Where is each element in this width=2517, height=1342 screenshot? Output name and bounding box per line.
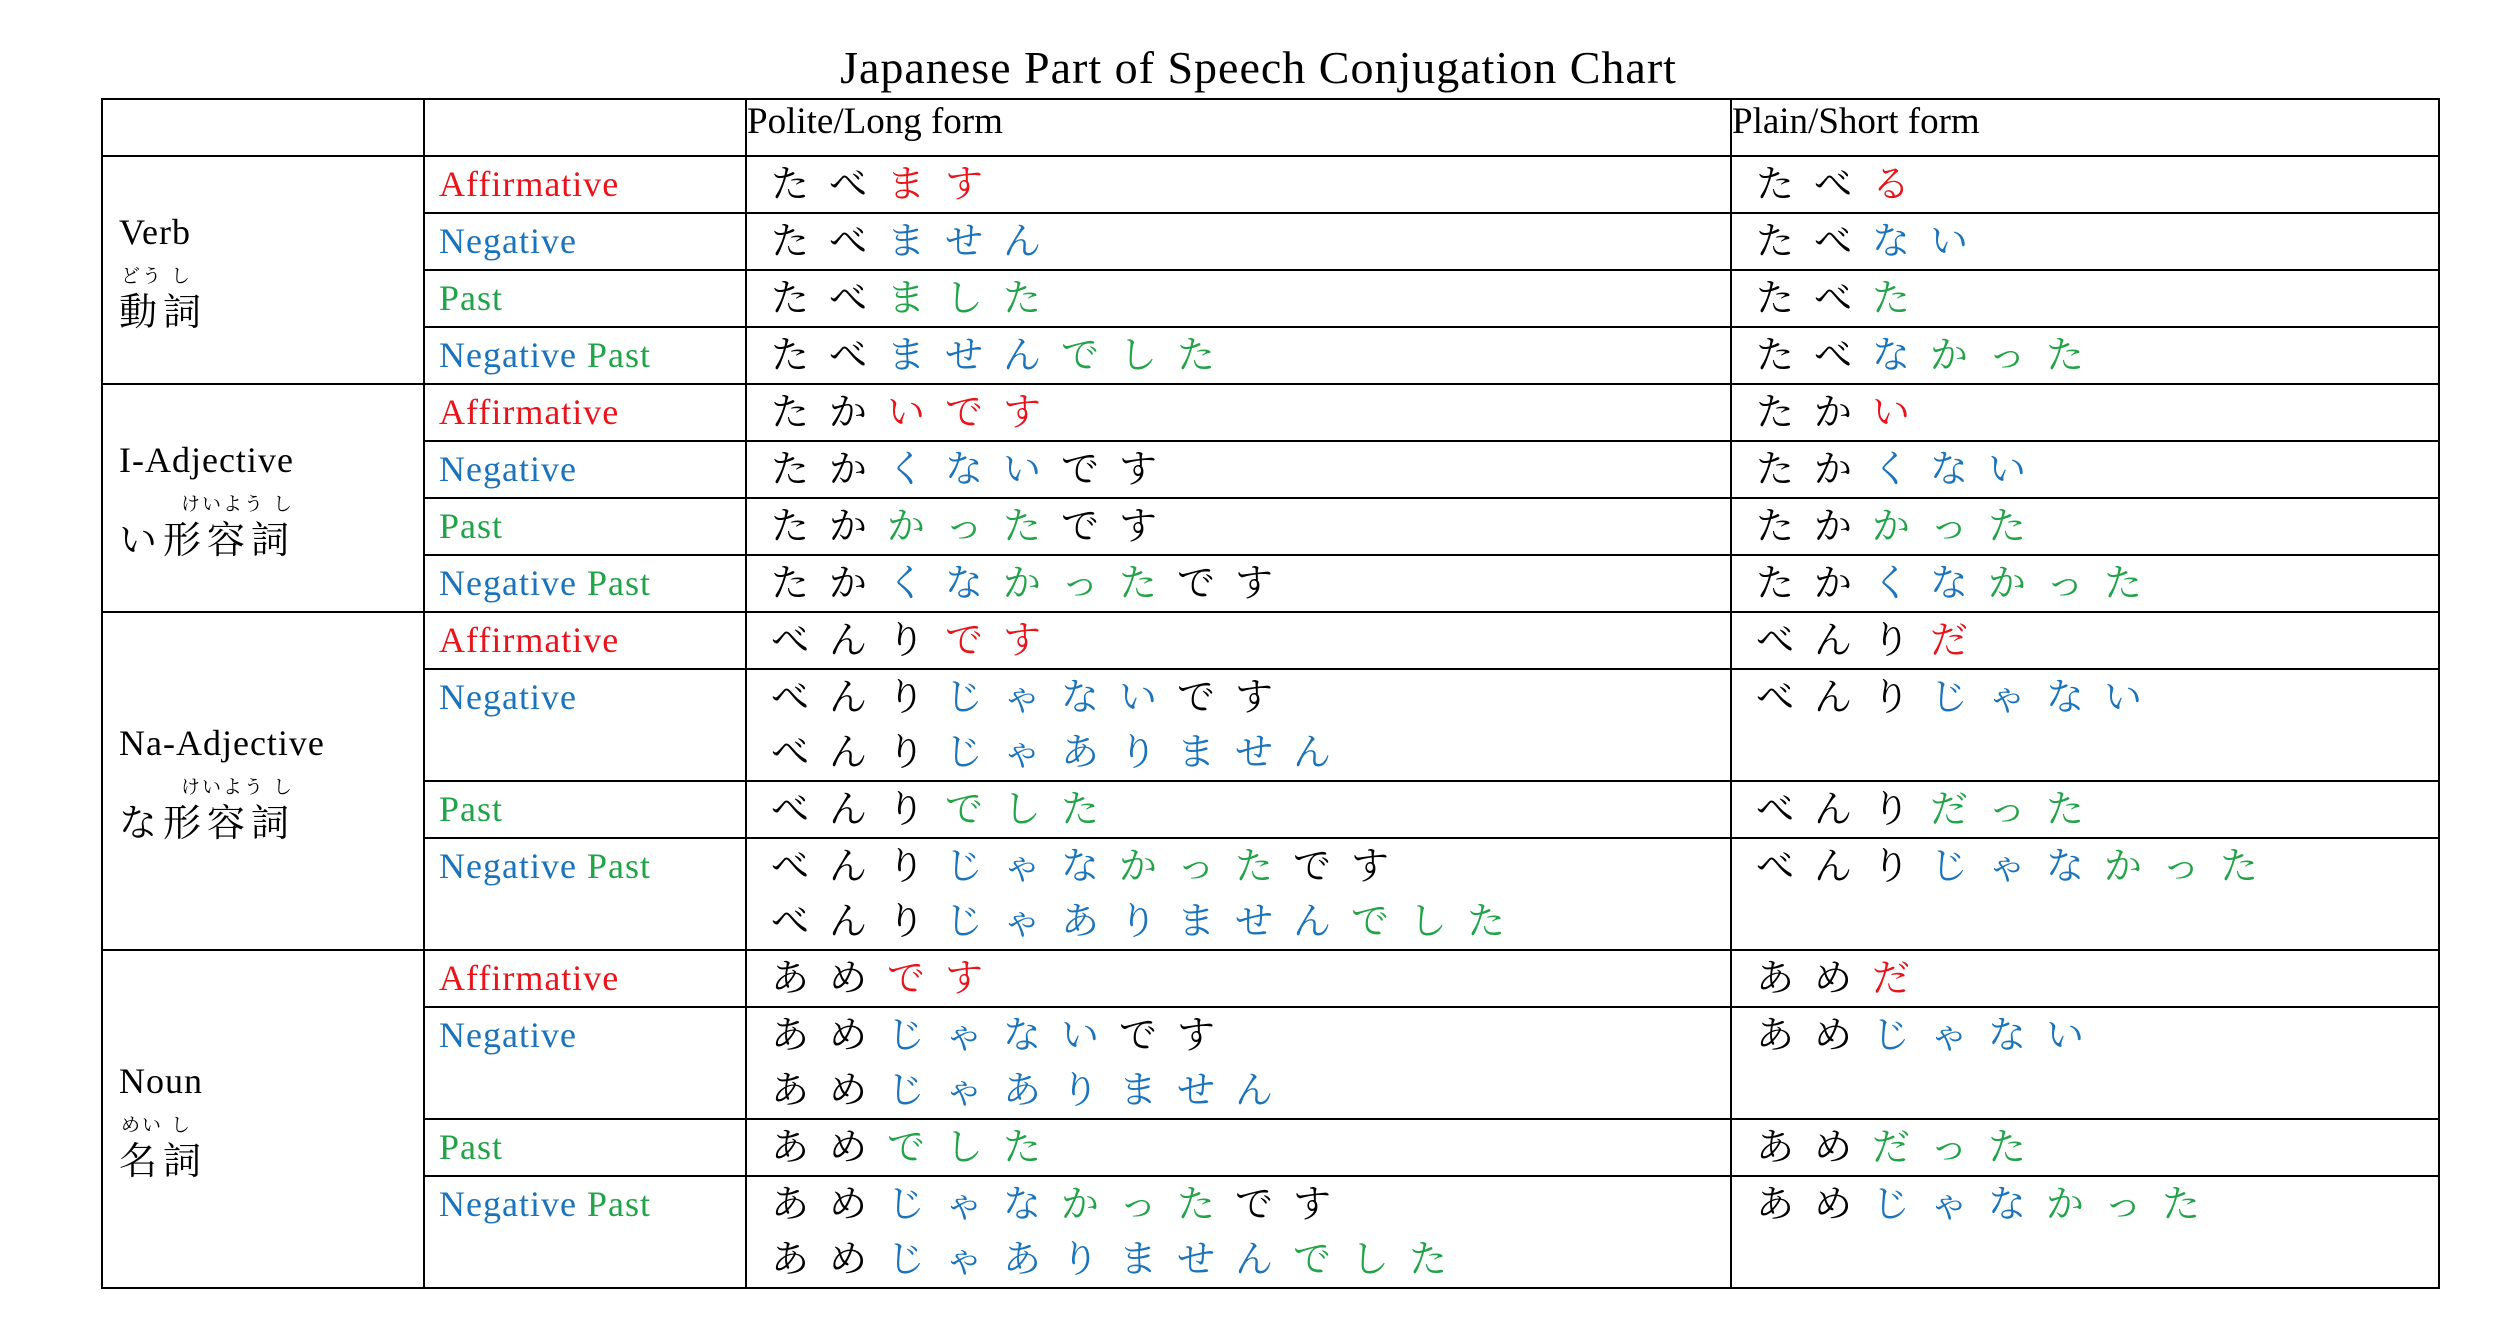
part-of-speech-kanji: 名詞 bbox=[119, 1139, 208, 1183]
form-label: Negative bbox=[439, 449, 577, 489]
plain-line bbox=[1756, 157, 2438, 212]
kanji-with-furigana bbox=[119, 775, 423, 847]
plain-form-cell bbox=[1731, 612, 2439, 669]
conjugation-segment: でした bbox=[1061, 333, 1236, 377]
form-label-cell bbox=[424, 270, 746, 327]
conjugation-segment: な bbox=[1872, 333, 1931, 377]
plain-form-cell bbox=[1731, 1007, 2439, 1119]
conjugation-segment: です bbox=[945, 618, 1062, 662]
form-label: Negative bbox=[439, 335, 587, 375]
form-label: Past bbox=[439, 278, 504, 318]
part-of-speech-cell bbox=[102, 612, 424, 950]
furigana-reading: どう し bbox=[121, 265, 193, 287]
polite-form-cell bbox=[746, 213, 1731, 270]
table-row bbox=[102, 950, 2439, 1007]
table-row bbox=[102, 270, 2439, 327]
conjugation-segment: ました bbox=[887, 276, 1062, 320]
polite-line bbox=[771, 725, 1730, 780]
form-label: Negative bbox=[439, 846, 587, 886]
conjugation-segment: たか bbox=[1756, 390, 1873, 434]
plain-form-cell bbox=[1731, 1176, 2439, 1288]
part-of-speech-name: Noun bbox=[119, 1061, 203, 1101]
form-label: Past bbox=[439, 789, 504, 829]
conjugation-segment: たか bbox=[771, 561, 888, 605]
part-of-speech-name: I-Adjective bbox=[119, 440, 294, 480]
furigana-reading: けいよう し bbox=[181, 776, 295, 798]
conjugation-segment: じゃありません bbox=[945, 730, 1352, 774]
polite-line bbox=[771, 1063, 1730, 1118]
furigana-reading: めい し bbox=[121, 1114, 193, 1136]
form-label: Past bbox=[439, 1127, 504, 1167]
polite-form-cell bbox=[746, 1007, 1731, 1119]
conjugation-segment: たか bbox=[1756, 561, 1873, 605]
table-row bbox=[102, 612, 2439, 669]
polite-line bbox=[771, 556, 1730, 611]
conjugation-segment: あめ bbox=[771, 1068, 888, 1112]
form-label: Affirmative bbox=[439, 392, 620, 432]
plain-form-cell bbox=[1731, 669, 2439, 781]
plain-form-cell bbox=[1731, 270, 2439, 327]
plain-line bbox=[1756, 782, 2438, 837]
conjugation-segment: る bbox=[1872, 162, 1931, 206]
header-corner-form bbox=[424, 99, 746, 156]
conjugation-segment: べんり bbox=[771, 899, 946, 943]
part-of-speech-kanji: 動詞 bbox=[119, 290, 208, 334]
form-label-cell bbox=[424, 213, 746, 270]
conjugation-segment: ません bbox=[887, 219, 1062, 263]
conjugation-segment: でした bbox=[887, 1125, 1062, 1169]
conjugation-segment: かった bbox=[1003, 561, 1178, 605]
form-label: Affirmative bbox=[439, 958, 620, 998]
conjugation-segment: あめ bbox=[771, 956, 888, 1000]
plain-line bbox=[1756, 328, 2438, 383]
polite-line bbox=[771, 894, 1730, 949]
conjugation-segment: だ bbox=[1872, 956, 1931, 1000]
table-row bbox=[102, 213, 2439, 270]
conjugation-segment: いです bbox=[887, 390, 1062, 434]
kanji-with-furigana bbox=[119, 1113, 423, 1185]
table-row bbox=[102, 838, 2439, 950]
polite-line bbox=[771, 442, 1730, 497]
form-label-cell bbox=[424, 669, 746, 781]
conjugation-segment: じゃない bbox=[1872, 1013, 2105, 1057]
conjugation-segment: たか bbox=[771, 504, 888, 548]
polite-line bbox=[771, 271, 1730, 326]
conjugation-segment: あめ bbox=[1756, 1182, 1873, 1226]
header-polite: Polite/Long form bbox=[746, 99, 1731, 156]
conjugation-segment: です bbox=[1293, 844, 1410, 888]
conjugation-segment: かった bbox=[1988, 561, 2163, 605]
form-label-cell bbox=[424, 1119, 746, 1176]
conjugation-segment: たべ bbox=[771, 276, 888, 320]
table-row bbox=[102, 555, 2439, 612]
table-row bbox=[102, 441, 2439, 498]
part-of-speech-kanji: な形容詞 bbox=[119, 801, 296, 845]
polite-form-cell bbox=[746, 327, 1731, 384]
form-label: Negative bbox=[439, 221, 577, 261]
form-label: Negative bbox=[439, 563, 587, 603]
kanji-with-furigana bbox=[119, 492, 423, 564]
polite-form-cell bbox=[746, 270, 1731, 327]
conjugation-segment: です bbox=[1119, 1013, 1236, 1057]
plain-form-cell bbox=[1731, 838, 2439, 950]
table-body bbox=[102, 156, 2439, 1288]
plain-line bbox=[1756, 556, 2438, 611]
plain-line bbox=[1756, 385, 2438, 440]
part-of-speech-cell bbox=[102, 384, 424, 612]
plain-line bbox=[1756, 1008, 2438, 1063]
plain-line bbox=[1756, 214, 2438, 269]
form-label: Affirmative bbox=[439, 620, 620, 660]
form-label-cell bbox=[424, 1007, 746, 1119]
polite-form-cell bbox=[746, 498, 1731, 555]
conjugation-segment: かった bbox=[1930, 333, 2105, 377]
header-row bbox=[102, 99, 2439, 156]
form-label-cell bbox=[424, 327, 746, 384]
table-row bbox=[102, 1007, 2439, 1119]
header-plain: Plain/Short form bbox=[1731, 99, 2439, 156]
form-label: Negative bbox=[439, 1184, 587, 1224]
conjugation-segment: かった bbox=[887, 504, 1062, 548]
polite-line bbox=[771, 951, 1730, 1006]
conjugation-segment: ない bbox=[1872, 219, 1989, 263]
plain-line bbox=[1756, 271, 2438, 326]
conjugation-segment: じゃな bbox=[887, 1182, 1062, 1226]
plain-line bbox=[1756, 839, 2438, 894]
table-row bbox=[102, 498, 2439, 555]
form-label-cell bbox=[424, 838, 746, 950]
part-of-speech-cell bbox=[102, 156, 424, 384]
part-of-speech-cell bbox=[102, 950, 424, 1288]
conjugation-segment: ます bbox=[887, 162, 1004, 206]
table-row bbox=[102, 1119, 2439, 1176]
plain-form-cell bbox=[1731, 498, 2439, 555]
part-of-speech-name: Verb bbox=[119, 212, 191, 252]
part-of-speech-name: Na-Adjective bbox=[119, 723, 325, 763]
conjugation-segment: でした bbox=[945, 787, 1120, 831]
conjugation-segment: です bbox=[1061, 447, 1178, 491]
table-row bbox=[102, 669, 2439, 781]
conjugation-segment: でした bbox=[1293, 1237, 1468, 1281]
conjugation-segment: です bbox=[1177, 675, 1294, 719]
conjugation-segment: だった bbox=[1872, 1125, 2047, 1169]
form-label-cell bbox=[424, 498, 746, 555]
form-label-cell bbox=[424, 612, 746, 669]
polite-line bbox=[771, 1120, 1730, 1175]
polite-form-cell bbox=[746, 838, 1731, 950]
conjugation-segment: かった bbox=[1119, 844, 1294, 888]
conjugation-table bbox=[101, 98, 2440, 1289]
plain-line bbox=[1756, 499, 2438, 554]
form-label: Affirmative bbox=[439, 164, 620, 204]
conjugation-segment: ません bbox=[887, 333, 1062, 377]
polite-form-cell bbox=[746, 156, 1731, 213]
conjugation-segment: べんり bbox=[1756, 844, 1931, 888]
conjugation-segment: べんり bbox=[771, 787, 946, 831]
conjugation-segment: じゃありません bbox=[887, 1237, 1294, 1281]
chart-title: Japanese Part of Speech Conjugation Chart bbox=[840, 42, 1677, 93]
polite-line bbox=[771, 385, 1730, 440]
conjugation-segment: です bbox=[1177, 561, 1294, 605]
conjugation-segment: た bbox=[1872, 276, 1931, 320]
form-label: Negative bbox=[439, 677, 577, 717]
polite-line bbox=[771, 1177, 1730, 1232]
form-label: Past bbox=[586, 335, 651, 375]
form-label-cell bbox=[424, 950, 746, 1007]
plain-form-cell bbox=[1731, 441, 2439, 498]
polite-form-cell bbox=[746, 1176, 1731, 1288]
polite-line bbox=[771, 782, 1730, 837]
part-of-speech-kanji: い形容詞 bbox=[119, 518, 296, 562]
plain-line bbox=[1756, 1120, 2438, 1175]
plain-line bbox=[1756, 951, 2438, 1006]
polite-line bbox=[771, 839, 1730, 894]
conjugation-segment: たべ bbox=[1756, 276, 1873, 320]
conjugation-segment: です bbox=[887, 956, 1004, 1000]
table-row bbox=[102, 781, 2439, 838]
form-label: Past bbox=[586, 563, 651, 603]
conjugation-segment: じゃな bbox=[1930, 844, 2105, 888]
table-row bbox=[102, 156, 2439, 213]
conjugation-segment: くな bbox=[887, 561, 1004, 605]
polite-form-cell bbox=[746, 669, 1731, 781]
polite-form-cell bbox=[746, 1119, 1731, 1176]
conjugation-segment: たべ bbox=[771, 219, 888, 263]
conjugation-segment: です bbox=[1235, 1182, 1352, 1226]
conjugation-segment: たべ bbox=[1756, 333, 1873, 377]
plain-form-cell bbox=[1731, 327, 2439, 384]
form-label-cell bbox=[424, 441, 746, 498]
form-label-cell bbox=[424, 1176, 746, 1288]
conjugation-segment: たべ bbox=[771, 162, 888, 206]
conjugation-segment: じゃな bbox=[945, 844, 1120, 888]
conjugation-segment: あめ bbox=[771, 1182, 888, 1226]
conjugation-segment: たべ bbox=[1756, 219, 1873, 263]
conjugation-segment: だ bbox=[1930, 618, 1989, 662]
conjugation-segment: じゃありません bbox=[887, 1068, 1294, 1112]
polite-line bbox=[771, 670, 1730, 725]
polite-line bbox=[771, 499, 1730, 554]
conjugation-segment: べんり bbox=[771, 730, 946, 774]
conjugation-segment: です bbox=[1061, 504, 1178, 548]
form-label-cell bbox=[424, 384, 746, 441]
conjugation-segment: あめ bbox=[1756, 1125, 1873, 1169]
conjugation-segment: い bbox=[1872, 390, 1931, 434]
conjugation-segment: かった bbox=[2104, 844, 2279, 888]
conjugation-segment: たか bbox=[771, 390, 888, 434]
conjugation-segment: じゃない bbox=[945, 675, 1178, 719]
polite-form-cell bbox=[746, 555, 1731, 612]
conjugation-segment: べんり bbox=[771, 844, 946, 888]
polite-form-cell bbox=[746, 384, 1731, 441]
conjugation-segment: かった bbox=[1872, 504, 2047, 548]
plain-form-cell bbox=[1731, 555, 2439, 612]
form-label: Past bbox=[586, 1184, 651, 1224]
conjugation-segment: あめ bbox=[1756, 1013, 1873, 1057]
plain-form-cell bbox=[1731, 156, 2439, 213]
conjugation-segment: くない bbox=[887, 447, 1062, 491]
polite-form-cell bbox=[746, 950, 1731, 1007]
polite-line bbox=[771, 1008, 1730, 1063]
header-corner-pos bbox=[102, 99, 424, 156]
plain-form-cell bbox=[1731, 213, 2439, 270]
conjugation-segment: べんり bbox=[771, 618, 946, 662]
conjugation-segment: べんり bbox=[1756, 675, 1931, 719]
polite-line bbox=[771, 328, 1730, 383]
polite-line bbox=[771, 157, 1730, 212]
polite-form-cell bbox=[746, 781, 1731, 838]
conjugation-segment: だった bbox=[1930, 787, 2105, 831]
conjugation-segment: じゃない bbox=[887, 1013, 1120, 1057]
conjugation-segment: じゃな bbox=[1872, 1182, 2047, 1226]
table-row bbox=[102, 327, 2439, 384]
conjugation-segment: べんり bbox=[1756, 787, 1931, 831]
conjugation-segment: あめ bbox=[771, 1013, 888, 1057]
conjugation-segment: たか bbox=[1756, 447, 1873, 491]
form-label-cell bbox=[424, 781, 746, 838]
furigana-reading: けいよう し bbox=[181, 493, 295, 515]
conjugation-segment: くない bbox=[1872, 447, 2047, 491]
conjugation-segment: たべ bbox=[1756, 162, 1873, 206]
table-row bbox=[102, 1176, 2439, 1288]
form-label: Past bbox=[439, 506, 504, 546]
conjugation-segment: くな bbox=[1872, 561, 1989, 605]
plain-form-cell bbox=[1731, 950, 2439, 1007]
conjugation-segment: かった bbox=[1061, 1182, 1236, 1226]
form-label-cell bbox=[424, 156, 746, 213]
plain-line bbox=[1756, 1177, 2438, 1232]
conjugation-segment: かった bbox=[2046, 1182, 2221, 1226]
conjugation-segment: じゃありません bbox=[945, 899, 1352, 943]
kanji-with-furigana bbox=[119, 264, 423, 336]
conjugation-segment: じゃない bbox=[1930, 675, 2163, 719]
conjugation-segment: べんり bbox=[771, 675, 946, 719]
polite-line bbox=[771, 214, 1730, 269]
conjugation-segment: あめ bbox=[771, 1237, 888, 1281]
conjugation-segment: たか bbox=[1756, 504, 1873, 548]
form-label: Past bbox=[586, 846, 651, 886]
polite-form-cell bbox=[746, 612, 1731, 669]
polite-line bbox=[771, 613, 1730, 668]
conjugation-segment: たか bbox=[771, 447, 888, 491]
plain-line bbox=[1756, 613, 2438, 668]
plain-form-cell bbox=[1731, 781, 2439, 838]
table-row bbox=[102, 384, 2439, 441]
conjugation-segment: あめ bbox=[1756, 956, 1873, 1000]
conjugation-segment: あめ bbox=[771, 1125, 888, 1169]
polite-line bbox=[771, 1232, 1730, 1287]
conjugation-segment: べんり bbox=[1756, 618, 1931, 662]
conjugation-segment: たべ bbox=[771, 333, 888, 377]
form-label: Negative bbox=[439, 1015, 577, 1055]
plain-form-cell bbox=[1731, 384, 2439, 441]
form-label-cell bbox=[424, 555, 746, 612]
polite-form-cell bbox=[746, 441, 1731, 498]
plain-line bbox=[1756, 670, 2438, 725]
plain-form-cell bbox=[1731, 1119, 2439, 1176]
conjugation-segment: でした bbox=[1351, 899, 1526, 943]
plain-line bbox=[1756, 442, 2438, 497]
